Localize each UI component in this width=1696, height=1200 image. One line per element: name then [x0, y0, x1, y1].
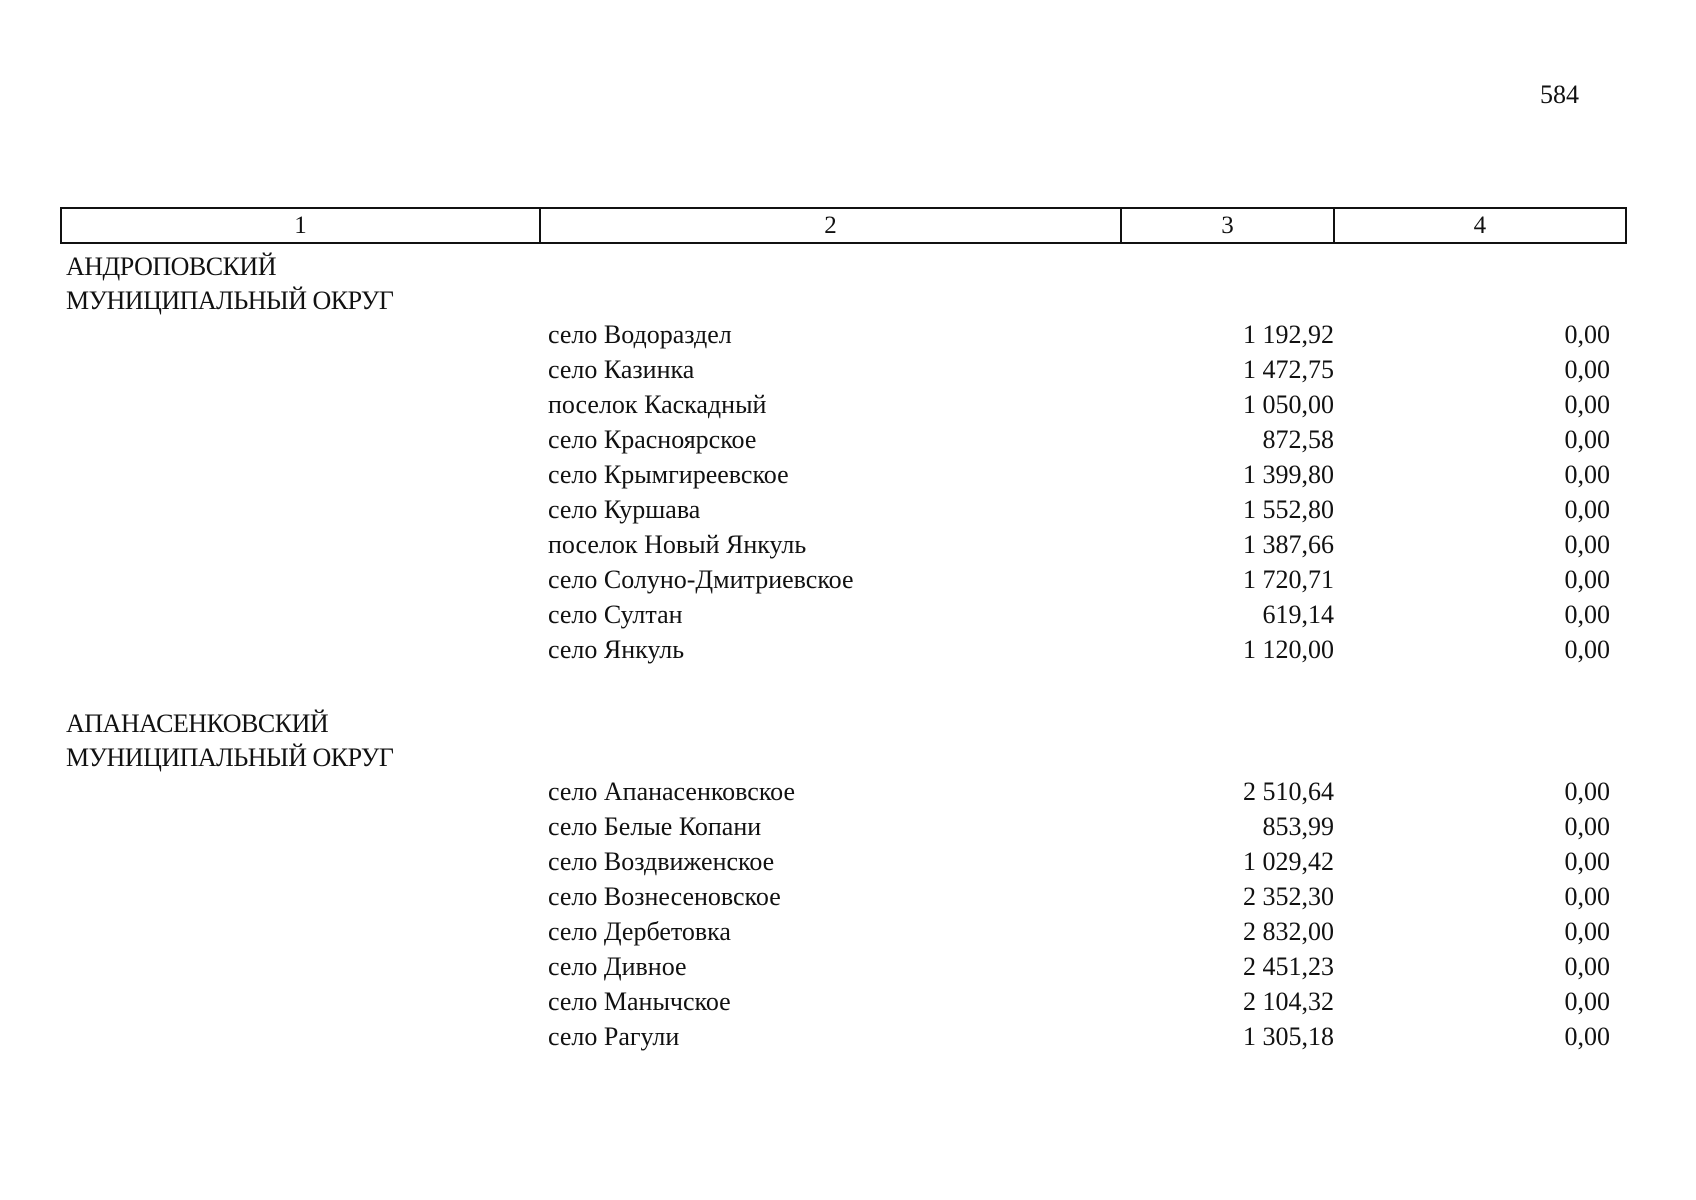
settlement-name: село Крымгиреевское — [548, 460, 789, 489]
settlement-name: село Куршава — [548, 495, 701, 524]
settlement-name: село Вознесеновское — [548, 882, 781, 911]
page-number: 584 — [1540, 80, 1579, 109]
settlement-name: село Воздвиженское — [548, 847, 775, 876]
value-col3: 1 472,75 — [1243, 355, 1334, 384]
settlement-name: село Дербетовка — [548, 917, 731, 946]
settlement-name: село Султан — [548, 600, 683, 629]
value-col4: 0,00 — [1564, 600, 1610, 629]
value-col3: 2 451,23 — [1243, 952, 1334, 981]
district-name-line2: МУНИЦИПАЛЬНЫЙ ОКРУГ — [66, 743, 394, 772]
table-row — [0, 562, 1696, 597]
settlement-name: село Манычское — [548, 987, 731, 1016]
table-row — [0, 1019, 1696, 1054]
table-row — [0, 422, 1696, 457]
table-row — [0, 949, 1696, 984]
value-col4: 0,00 — [1564, 390, 1610, 419]
value-col4: 0,00 — [1564, 987, 1610, 1016]
table-row — [0, 492, 1696, 527]
value-col4: 0,00 — [1564, 812, 1610, 841]
table-row — [0, 527, 1696, 562]
table-row — [0, 879, 1696, 914]
value-col4: 0,00 — [1564, 320, 1610, 349]
table-row — [0, 809, 1696, 844]
table-row — [0, 387, 1696, 422]
settlement-name: село Рагули — [548, 1022, 680, 1051]
table-row — [0, 844, 1696, 879]
value-col4: 0,00 — [1564, 460, 1610, 489]
table-row — [0, 352, 1696, 387]
value-col3: 853,99 — [1262, 812, 1334, 841]
column-header-3: 3 — [1121, 208, 1334, 243]
settlement-name: поселок Новый Янкуль — [548, 530, 807, 559]
value-col4: 0,00 — [1564, 847, 1610, 876]
value-col3: 2 510,64 — [1243, 777, 1334, 806]
value-col4: 0,00 — [1564, 425, 1610, 454]
column-header-2: 2 — [540, 208, 1121, 243]
value-col3: 619,14 — [1262, 600, 1334, 629]
value-col4: 0,00 — [1564, 565, 1610, 594]
table-row — [0, 317, 1696, 352]
value-col3: 2 104,32 — [1243, 987, 1334, 1016]
district-name — [66, 707, 393, 775]
table-row — [0, 597, 1696, 632]
value-col3: 2 352,30 — [1243, 882, 1334, 911]
value-col4: 0,00 — [1564, 952, 1610, 981]
value-col4: 0,00 — [1564, 917, 1610, 946]
value-col3: 1 305,18 — [1243, 1022, 1334, 1051]
value-col3: 2 832,00 — [1243, 917, 1334, 946]
value-col3: 1 192,92 — [1243, 320, 1334, 349]
value-col4: 0,00 — [1564, 882, 1610, 911]
value-col3: 872,58 — [1262, 425, 1334, 454]
value-col3: 1 029,42 — [1243, 847, 1334, 876]
settlement-name: село Казинка — [548, 355, 695, 384]
settlement-name: село Красноярское — [548, 425, 757, 454]
settlement-name: село Дивное — [548, 952, 687, 981]
table-row — [0, 774, 1696, 809]
column-header-1: 1 — [61, 208, 540, 243]
value-col3: 1 050,00 — [1243, 390, 1334, 419]
district-name — [66, 250, 393, 318]
district-name-line1: АНДРОПОВСКИЙ — [66, 252, 276, 281]
settlement-name: село Солуно-Дмитриевское — [548, 565, 854, 594]
column-header-4: 4 — [1334, 208, 1626, 243]
value-col4: 0,00 — [1564, 777, 1610, 806]
settlement-name: село Водораздел — [548, 320, 732, 349]
table-row — [0, 984, 1696, 1019]
settlement-name: село Янкуль — [548, 635, 685, 664]
value-col3: 1 399,80 — [1243, 460, 1334, 489]
settlement-name: село Апанасенковское — [548, 777, 796, 806]
table-row — [0, 457, 1696, 492]
column-header-row — [60, 207, 1627, 244]
value-col4: 0,00 — [1564, 495, 1610, 524]
value-col3: 1 120,00 — [1243, 635, 1334, 664]
table-row — [0, 914, 1696, 949]
value-col4: 0,00 — [1564, 635, 1610, 664]
value-col4: 0,00 — [1564, 355, 1610, 384]
value-col3: 1 387,66 — [1243, 530, 1334, 559]
value-col4: 0,00 — [1564, 530, 1610, 559]
district-name-line2: МУНИЦИПАЛЬНЫЙ ОКРУГ — [66, 286, 394, 315]
value-col3: 1 552,80 — [1243, 495, 1334, 524]
district-name-line1: АПАНАСЕНКОВСКИЙ — [66, 709, 329, 738]
value-col4: 0,00 — [1564, 1022, 1610, 1051]
settlement-name: поселок Каскадный — [548, 390, 767, 419]
value-col3: 1 720,71 — [1243, 565, 1334, 594]
table-row — [0, 632, 1696, 667]
settlement-name: село Белые Копани — [548, 812, 762, 841]
